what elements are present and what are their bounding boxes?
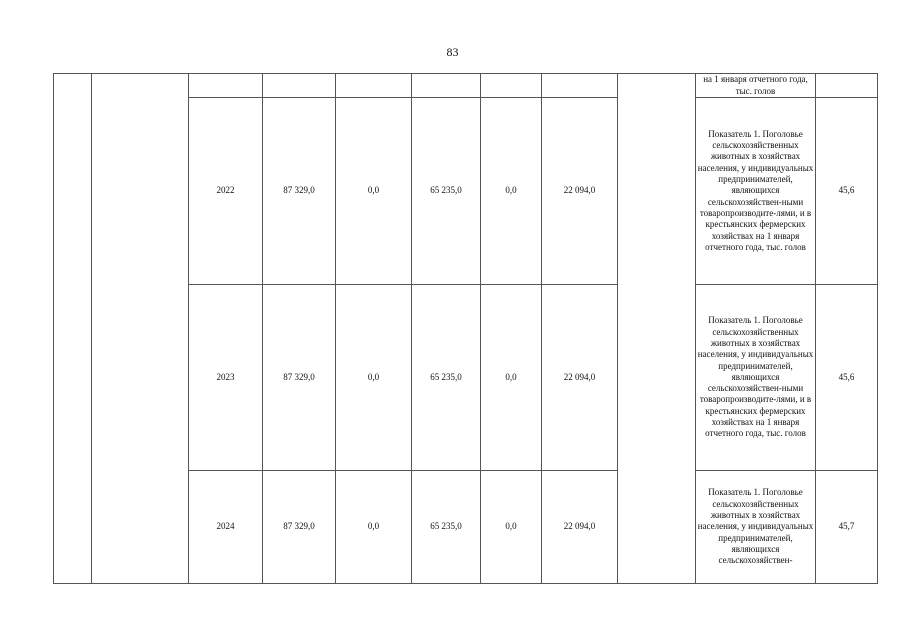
indicator-value-cell: 45,6 [816, 98, 878, 285]
empty-cell [618, 74, 696, 584]
amount-cell: 0,0 [336, 98, 412, 285]
year-cell: 2024 [189, 471, 263, 584]
indicator-value-cell: 45,7 [816, 471, 878, 584]
empty-cell [92, 74, 189, 584]
empty-cell [189, 74, 263, 98]
total-cell: 87 329,0 [263, 471, 336, 584]
empty-cell [542, 74, 618, 98]
empty-cell [481, 74, 542, 98]
indicator-cell: Показатель 1. Поголовье сельскохозяйственных животных в хозяйствах населения, у индивидуальных предпринимателей, являющихся сельскохозяйствен- [696, 471, 816, 584]
empty-cell [54, 74, 92, 584]
total-cell: 87 329,0 [263, 98, 336, 285]
amount-cell: 0,0 [481, 285, 542, 471]
amount-cell: 65 235,0 [412, 98, 481, 285]
amount-cell: 65 235,0 [412, 471, 481, 584]
amount-cell: 22 094,0 [542, 285, 618, 471]
year-cell: 2023 [189, 285, 263, 471]
amount-cell: 0,0 [481, 98, 542, 285]
amount-cell: 0,0 [481, 471, 542, 584]
empty-cell [263, 74, 336, 98]
table-row [54, 74, 878, 98]
indicator-value-cell: 45,6 [816, 285, 878, 471]
amount-cell: 0,0 [336, 471, 412, 584]
amount-cell: 22 094,0 [542, 471, 618, 584]
year-cell: 2022 [189, 98, 263, 285]
total-cell: 87 329,0 [263, 285, 336, 471]
budget-table [53, 73, 878, 584]
empty-cell [412, 74, 481, 98]
page-number: 83 [446, 45, 459, 59]
empty-cell [816, 74, 878, 98]
empty-cell [336, 74, 412, 98]
amount-cell: 22 094,0 [542, 98, 618, 285]
indicator-cell: на 1 января отчетного года, тыс. голов [696, 74, 816, 98]
amount-cell: 0,0 [336, 285, 412, 471]
indicator-cell: Показатель 1. Поголовье сельскохозяйственных животных в хозяйствах населения, у индивидуальных предпринимателей, являющихся сельскохозяйствен-ными товаропроизводите-лями, и в крестьянских фермерских хозяйствах на 1 января отчетного года, тыс. голов [696, 98, 816, 285]
amount-cell: 65 235,0 [412, 285, 481, 471]
indicator-cell: Показатель 1. Поголовье сельскохозяйственных животных в хозяйствах населения, у индивидуальных предпринимателей, являющихся сельскохозяйствен-ными товаропроизводите-лями, и в крестьянских фермерских хозяйствах на 1 января отчетного года, тыс. голов [696, 285, 816, 471]
